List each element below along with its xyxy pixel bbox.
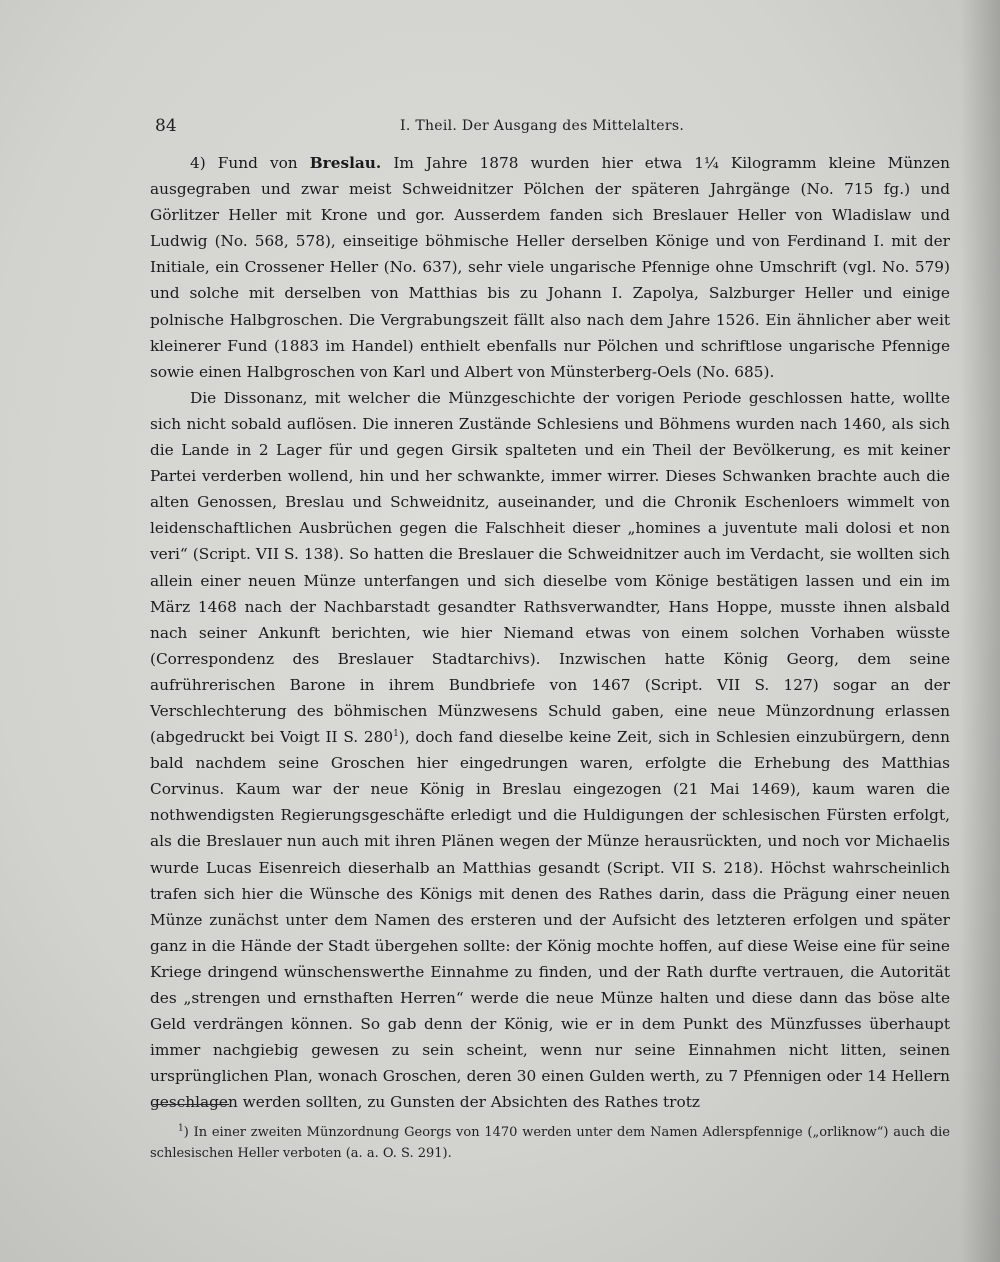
- paragraph-fund-breslau: [150, 150, 950, 385]
- footnote-text: ) In einer zweiten Münzordnung Georgs von 1470 werden unter dem Namen Adlerspfennige („orliknow“) auch die schlesischen Heller verboten (a. a. O. S. 291).: [150, 1125, 950, 1161]
- footnote: [150, 1122, 950, 1164]
- paragraph-text-part1: Die Dissonanz, mit welcher die Münzgeschichte der vorigen Periode geschlossen hatte, wollte sich nicht sobald auflösen. Die inneren Zustände Schlesiens und Böhmens wurden nach 1460, als sich die Lande in 2 Lager für und gegen Girsik spalteten und ein Theil der Bevölkerung, es mit keiner Partei verderben wollend, hin und her schwankte, immer wirrer. Dieses Schwanken brachte auch die alten Genossen, Breslau und Schweidnitz, auseinander, und die Chronik Eschenloers wimmelt von leidenschaftlichen Ausbrüchen gegen die Falschheit dieser „homines a juventute mali dolosi et non veri“ (Script. VII S. 138). So hatten die Breslauer die Schweidnitzer auch im Verdacht, sie wollten sich allein einer neuen Münze unterfangen und sich dieselbe vom Könige bestätigen lassen und ein im März 1468 nach der Nachbarstadt gesandter Rathsverwandter, Hans Hoppe, musste ihnen alsbald nach seiner Ankunft berichten, wie hier Niemand etwas von einem solchen Vorhaben wüsste (Correspondenz des Breslauer Stadtarchivs). Inzwischen hatte König Georg, dem seine aufrührerischen Barone in ihrem Bundbriefe von 1467 (Script. VII S. 127) sogar an der Verschlechterung des böhmischen Münzwesens Schuld gaben, eine neue Münzordnung erlassen (abgedruckt bei Voigt II S. 280: [150, 388, 950, 747]
- footnote-marker: 1: [178, 1123, 184, 1134]
- page-header: [155, 116, 945, 140]
- footnote-paragraph: [150, 1122, 950, 1164]
- body-text: [150, 150, 950, 1115]
- paragraph-text: Im Jahre 1878 wurden hier etwa 1¼ Kilogramm kleine Münzen ausgegraben und zwar meist Schweidnitzer Pölchen der späteren Jahrgänge (No. 715 fg.) und Görlitzer Heller mit Krone und gor. Ausserdem fanden sich Breslauer Heller von Wladislaw und Ludwig (No. 568, 578), einseitige böhmische Heller derselben Könige und von Ferdinand I. mit der Initiale, ein Crossener Heller (No. 637), sehr viele ungarische Pfennige ohne Umschrift (vgl. No. 579) und solche mit derselben von Matthias bis zu Johann I. Zapolya, Salzburger Heller und einige polnische Halbgroschen. Die Vergrabungszeit fällt also nach dem Jahre 1526. Ein ähnlicher aber weit kleinerer Fund (1883 im Handel) enthielt ebenfalls nur Pölchen und schriftlose ungarische Pfennige sowie einen Halbgroschen von Karl und Albert von Münsterberg-Oels (No. 685).: [150, 154, 950, 381]
- footnote-reference: 1: [393, 728, 399, 739]
- paragraph-number: 4) Fund von: [190, 154, 310, 172]
- paragraph-text-part2: ), doch fand dieselbe keine Zeit, sich in Schlesien einzubürgern, denn bald nachdem seine Groschen hier eingedrungen waren, erfolgte die Erhebung des Matthias Corvinus. Kaum war der neue König in Breslau eingezogen (21 Mai 1469), kaum waren die nothwendigsten Regierungsgeschäfte erledigt und die Huldigungen der schlesischen Fürsten erfolgt, als die Breslauer nun auch mit ihren Plänen wegen der Münze herausrückten, und noch vor Michaelis wurde Lucas Eisenreich dieserhalb an Matthias gesandt (Script. VII S. 218). Höchst wahrscheinlich trafen sich hier die Wünsche des Königs mit denen des Rathes darin, dass die Prägung einer neuen Münze zunächst unter dem Namen des ersteren und der Aufsicht des letzteren erfolgen und später ganz in die Hände der Stadt übergehen sollte: der König mochte hoffen, auf diese Weise eine für seine Kriege dringend wünschenswerthe Einnahme zu finden, und der Rath durfte vertrauen, die Autorität des „strengen und ernsthaften Herren“ werde die neue Münze halten und diese dann das böse alte Geld verdrängen können. So gab denn der König, wie er in dem Punkt des Münzfusses überhaupt immer nachgiebig gewesen zu sein scheint, wenn nur seine Einnahmen nicht litten, seinen ursprünglichen Plan, wonach Groschen, deren 30 einen Gulden werth, zu 7 Pfennigen oder 14 Hellern geschlagen werden sollten, zu Gunsten der Absichten des Rathes trotz: [150, 728, 951, 1112]
- paragraph-dissonanz: [150, 385, 950, 1116]
- page-edge-shadow: [960, 0, 1000, 1262]
- place-name: Breslau.: [309, 154, 382, 172]
- footnote-separator: [153, 1104, 229, 1105]
- page-number: 84: [155, 116, 177, 136]
- running-head: I. Theil. Der Ausgang des Mittelalters.: [400, 118, 685, 134]
